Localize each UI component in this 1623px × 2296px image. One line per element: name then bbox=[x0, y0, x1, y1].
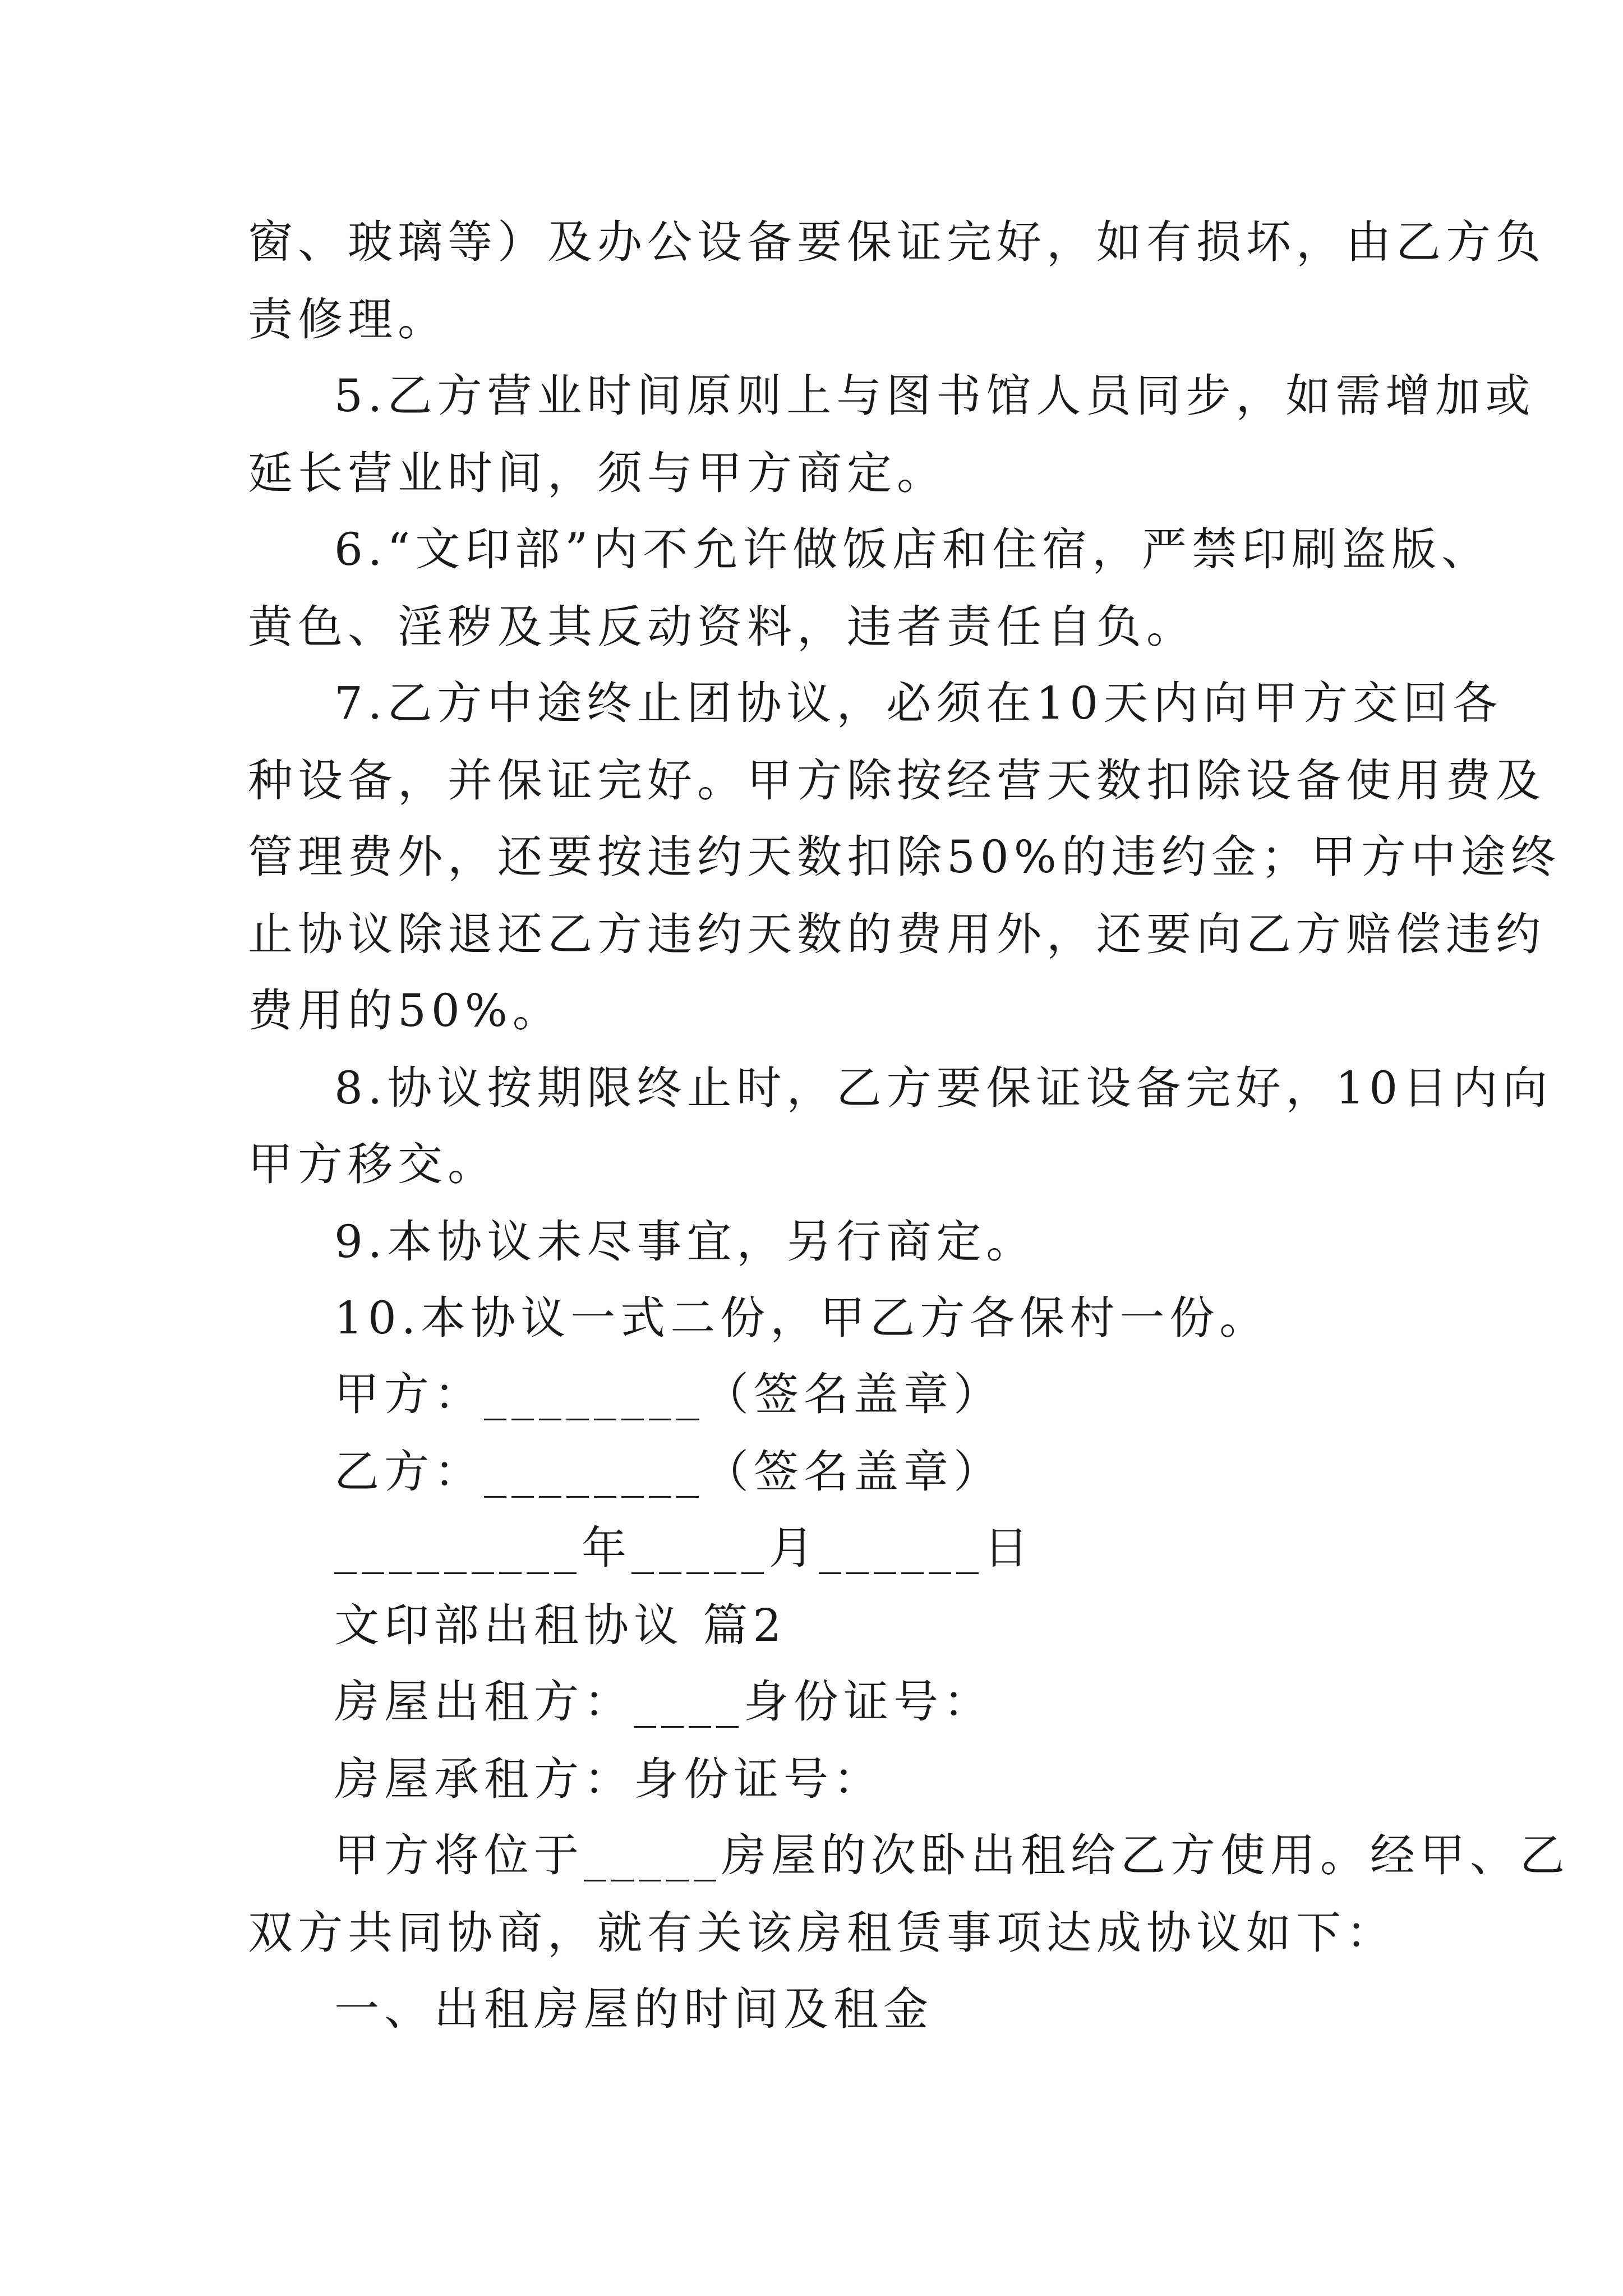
text-line: 甲方移交。 bbox=[248, 1138, 497, 1190]
text-line: 延长营业时间，须与甲方商定。 bbox=[248, 447, 947, 499]
text-line: 5.乙方营业时间原则上与图书馆人员同步，如需增加或 bbox=[334, 370, 1536, 422]
text-line: 10.本协议一式二份，甲乙方各保村一份。 bbox=[334, 1292, 1270, 1344]
text-line: 甲方将位于_____房屋的次卧出租给乙方使用。经甲、乙 bbox=[334, 1829, 1570, 1881]
text-line: 种设备，并保证完好。甲方除按经营天数扣除设备使用费及 bbox=[248, 754, 1546, 807]
text-line: 责修理。 bbox=[248, 293, 448, 346]
text-line: 费用的50%。 bbox=[248, 984, 562, 1037]
text-line: 甲方：________（签名盖章） bbox=[334, 1368, 1003, 1420]
text-line: 8.协议按期限终止时，乙方要保证设备完好，10日内向 bbox=[334, 1062, 1553, 1114]
text-line: 房屋出租方：____身份证号： bbox=[334, 1676, 993, 1728]
text-line: 一、出租房屋的时间及租金 bbox=[334, 1983, 933, 2035]
text-line: 房屋承租方：身份证号： bbox=[334, 1753, 883, 1805]
text-line: 双方共同协商，就有关该房租赁事项达成协议如下： bbox=[248, 1907, 1396, 1959]
text-line: 止协议除退还乙方违约天数的费用外，还要向乙方赔偿违约 bbox=[248, 908, 1546, 960]
text-line: 7.乙方中途终止团协议，必须在10天内向甲方交回各 bbox=[334, 677, 1503, 729]
text-line: 9.本协议未尽事宜，另行商定。 bbox=[334, 1216, 1036, 1268]
text-line: 窗、玻璃等）及办公设备要保证完好，如有损坏，由乙方负 bbox=[248, 216, 1546, 268]
section-heading: 文印部出租协议 篇2 bbox=[334, 1599, 787, 1651]
text-line: _________年_____月______日 bbox=[334, 1522, 1034, 1574]
text-line: 管理费外，还要按违约天数扣除50%的违约金；甲方中途终 bbox=[248, 831, 1561, 883]
text-line: 黄色、淫秽及其反动资料，违者责任自负。 bbox=[248, 601, 1196, 653]
text-line: 6.“文印部”内不允许做饭店和住宿，严禁印刷盗版、 bbox=[334, 523, 1492, 576]
text-line: 乙方：________（签名盖章） bbox=[334, 1446, 1003, 1498]
